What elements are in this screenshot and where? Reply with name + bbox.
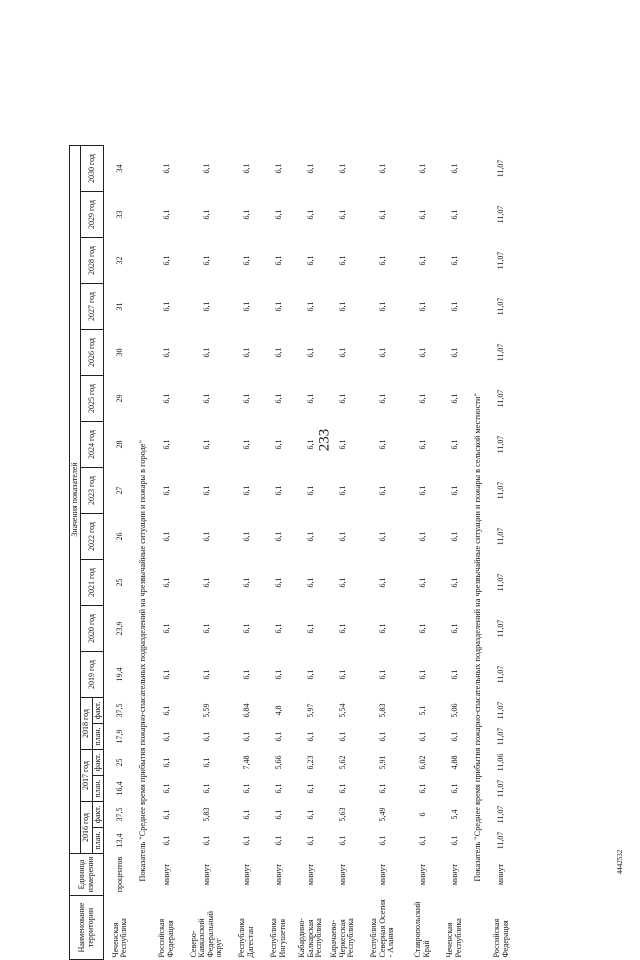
value-cell: 6,1 (449, 731, 459, 742)
table-row (327, 146, 359, 960)
value-cell: 26 (114, 532, 124, 541)
header-year: 2019 год (81, 652, 104, 698)
table-row (231, 146, 263, 960)
value-cell: 32 (114, 256, 124, 265)
header-year: 2023 год (81, 468, 104, 514)
value-cell: 6,1 (241, 531, 251, 542)
value-cell: 6,1 (377, 485, 387, 496)
value-cell: 5,83 (201, 807, 211, 822)
value-cell: 6,1 (377, 209, 387, 220)
value-cell: 6,1 (273, 485, 283, 496)
value-cell: 6,1 (377, 439, 387, 450)
value-cell: 6,1 (449, 255, 459, 266)
table-body (104, 146, 518, 960)
table-row (407, 146, 439, 960)
value-cell: 6,1 (417, 347, 427, 358)
value-cell: 11,07 (496, 343, 506, 362)
value-cell: 6,1 (161, 393, 171, 404)
value-cell: 6,1 (201, 393, 211, 404)
value-cell: 11,07 (496, 251, 506, 270)
value-cell: 25 (114, 758, 124, 767)
value-cell: 6,1 (273, 393, 283, 404)
value-cell: 11,06 (496, 753, 506, 772)
value-cell: 6,1 (417, 835, 427, 846)
value-cell: 4,88 (449, 755, 459, 770)
indicator-title: Показатель "Среднее время прибытия пожарно-спасательных подразделений на чрезвычайные ситуации и пожары в городе" (138, 440, 148, 882)
value-cell: 6,1 (241, 393, 251, 404)
value-cell: 6,1 (337, 485, 347, 496)
value-cell: 6,1 (161, 731, 171, 742)
value-cell: 6,1 (241, 255, 251, 266)
territory-name: Республика Ингушетия (269, 918, 287, 958)
value-cell: 6,1 (201, 531, 211, 542)
value-cell: 6,1 (273, 531, 283, 542)
header-year-2018: 2018 год (81, 698, 92, 750)
territory-name: Кабардино-Балкарская Республика (297, 917, 324, 958)
value-cell: 6,1 (201, 835, 211, 846)
value-cell: 6,1 (273, 577, 283, 588)
header-year: 2022 год (81, 514, 104, 560)
value-cell: 6,1 (337, 577, 347, 588)
value-cell: 5,83 (377, 703, 387, 718)
value-cell: 6,1 (377, 531, 387, 542)
table-row (183, 146, 231, 960)
value-cell: 6,1 (337, 623, 347, 634)
value-cell: 6,1 (337, 347, 347, 358)
header-year: 2028 год (81, 238, 104, 284)
value-cell: 6,1 (241, 783, 251, 794)
value-cell: 6,1 (241, 623, 251, 634)
value-cell: 6,1 (241, 669, 251, 680)
value-cell: 6,1 (337, 209, 347, 220)
value-cell: 6,1 (241, 485, 251, 496)
value-cell: 6,1 (273, 209, 283, 220)
value-cell: 6,1 (449, 439, 459, 450)
value-cell: 6,1 (377, 783, 387, 794)
page-number: 233 (316, 428, 333, 452)
value-cell: 6,1 (161, 577, 171, 588)
value-cell: 6,1 (417, 209, 427, 220)
table-row (439, 146, 471, 960)
indicator-row (136, 146, 151, 960)
value-cell: 13,4 (114, 833, 124, 848)
value-cell: 25 (114, 578, 124, 587)
value-cell: 6,1 (201, 783, 211, 794)
value-cell: 6,1 (161, 531, 171, 542)
value-cell: 6,1 (337, 439, 347, 450)
value-cell: 6,1 (273, 347, 283, 358)
value-cell: 6,1 (305, 783, 315, 794)
value-cell: 6,1 (161, 347, 171, 358)
value-cell: 6,1 (241, 301, 251, 312)
value-cell: 6,1 (305, 835, 315, 846)
header-year: 2026 год (81, 330, 104, 376)
value-cell: 6,1 (273, 301, 283, 312)
value-cell: 16,4 (114, 781, 124, 796)
value-cell: 33 (114, 210, 124, 219)
table-row (486, 146, 518, 960)
value-cell: 6 (417, 812, 427, 817)
value-cell: 6,1 (273, 809, 283, 820)
document-id: 4442532 (616, 849, 624, 875)
value-cell: 6,1 (377, 577, 387, 588)
value-cell: 6,1 (337, 531, 347, 542)
indicator-row (471, 146, 486, 960)
value-cell: 11,07 (496, 297, 506, 316)
value-cell: 11,07 (496, 527, 506, 546)
value-cell: 6,1 (449, 347, 459, 358)
indicator-title: Показатель "Среднее время прибытия пожарно-спасательных подразделений на чрезвычайные ситуации и пожары в сельской местности" (472, 393, 482, 882)
value-cell: 6,1 (273, 439, 283, 450)
unit-cell: минут (241, 863, 251, 886)
territory-name: Чеченская Республика (445, 918, 463, 958)
value-cell: 11,07 (496, 619, 506, 638)
value-cell: 11,07 (496, 831, 506, 850)
header-plan: план. (92, 828, 103, 854)
value-cell: 7,48 (241, 755, 251, 770)
unit-cell: минут (273, 863, 283, 886)
value-cell: 6,1 (305, 347, 315, 358)
rotated-table-wrapper (69, 150, 555, 960)
value-cell: 6,1 (273, 731, 283, 742)
header-plan: план. (92, 776, 103, 802)
value-cell: 5,59 (201, 703, 211, 718)
value-cell: 6,1 (201, 209, 211, 220)
value-cell: 6,1 (201, 623, 211, 634)
header-year: 2027 год (81, 284, 104, 330)
value-cell: 5,91 (377, 755, 387, 770)
value-cell: 6,1 (337, 669, 347, 680)
value-cell: 6,1 (161, 255, 171, 266)
value-cell: 6,1 (201, 577, 211, 588)
header-year: 2025 год (81, 376, 104, 422)
territory-name: Российская Федерация (157, 918, 175, 958)
header-year-2016: 2016 год (81, 802, 92, 854)
value-cell: 6,1 (449, 301, 459, 312)
unit-cell: минут (161, 863, 171, 886)
value-cell: 6,1 (417, 577, 427, 588)
table-row (104, 146, 137, 960)
value-cell: 17,9 (114, 729, 124, 744)
value-cell: 6,1 (241, 209, 251, 220)
value-cell: 6,1 (449, 209, 459, 220)
value-cell: 6,1 (417, 731, 427, 742)
value-cell: 11,07 (496, 205, 506, 224)
header-values-group: Значения показателей (70, 146, 81, 854)
value-cell: 27 (114, 486, 124, 495)
value-cell: 6,1 (337, 255, 347, 266)
value-cell: 6,1 (449, 485, 459, 496)
value-cell: 6,1 (161, 783, 171, 794)
value-cell: 6,1 (449, 531, 459, 542)
table-row (359, 146, 407, 960)
value-cell: 11,07 (496, 389, 506, 408)
header-year: 2030 год (81, 146, 104, 192)
value-cell: 6,1 (377, 255, 387, 266)
header-fact: факт. (92, 802, 103, 828)
value-cell: 6,1 (161, 757, 171, 768)
value-cell: 6,1 (201, 757, 211, 768)
value-cell: 6,1 (337, 783, 347, 794)
value-cell: 5,4 (449, 809, 459, 820)
value-cell: 6,1 (305, 669, 315, 680)
unit-cell: минут (377, 863, 387, 886)
value-cell: 6,1 (337, 393, 347, 404)
value-cell: 5,49 (377, 807, 387, 822)
value-cell: 6,1 (241, 835, 251, 846)
value-cell: 11,07 (496, 779, 506, 798)
value-cell: 5,06 (449, 703, 459, 718)
value-cell: 6,1 (337, 163, 347, 174)
value-cell: 37,5 (114, 807, 124, 822)
value-cell: 6,84 (241, 703, 251, 718)
value-cell: 6,1 (201, 301, 211, 312)
value-cell: 6,1 (377, 731, 387, 742)
value-cell: 6,1 (449, 669, 459, 680)
value-cell: 28 (114, 440, 124, 449)
value-cell: 6,1 (417, 255, 427, 266)
value-cell: 6,1 (377, 347, 387, 358)
value-cell: 6,1 (449, 835, 459, 846)
value-cell: 37,5 (114, 703, 124, 718)
header-unit: Единица измерения (70, 854, 104, 896)
header-year: 2021 год (81, 560, 104, 606)
territory-name: Ставропольский Край (413, 901, 431, 958)
value-cell: 6,1 (161, 835, 171, 846)
value-cell: 6,1 (201, 255, 211, 266)
value-cell: 5,66 (273, 755, 283, 770)
value-cell: 6,1 (417, 439, 427, 450)
value-cell: 6,1 (417, 623, 427, 634)
value-cell: 6,1 (417, 531, 427, 542)
value-cell: 6,1 (241, 347, 251, 358)
value-cell: 11,07 (496, 727, 506, 746)
value-cell: 6,1 (305, 163, 315, 174)
value-cell: 6,1 (161, 439, 171, 450)
value-cell: 30 (114, 348, 124, 357)
value-cell: 6,1 (273, 255, 283, 266)
value-cell: 6,1 (377, 623, 387, 634)
value-cell: 6,1 (377, 301, 387, 312)
value-cell: 6,1 (337, 835, 347, 846)
value-cell: 6,1 (201, 669, 211, 680)
value-cell: 11,07 (496, 435, 506, 454)
value-cell: 23,9 (114, 621, 124, 636)
header-fact: факт. (92, 750, 103, 776)
value-cell: 6,1 (161, 163, 171, 174)
table-row (295, 146, 327, 960)
unit-cell: процентов (114, 856, 124, 893)
value-cell: 6,1 (201, 731, 211, 742)
value-cell: 6,1 (377, 835, 387, 846)
unit-cell: минут (305, 863, 315, 886)
value-cell: 11,07 (496, 701, 506, 720)
value-cell: 29 (114, 394, 124, 403)
value-cell: 6,1 (417, 163, 427, 174)
header-year: 2029 год (81, 192, 104, 238)
value-cell: 6,1 (305, 577, 315, 588)
unit-cell: минут (201, 863, 211, 886)
unit-cell: минут (449, 863, 459, 886)
territory-name: Республика Северная Осетия - Алания (369, 899, 396, 958)
value-cell: 6,1 (377, 393, 387, 404)
value-cell: 6,1 (417, 393, 427, 404)
value-cell: 6,1 (273, 163, 283, 174)
value-cell: 6,1 (449, 393, 459, 404)
territory-name: Северо-Кавказский Федеральный округ (189, 910, 224, 958)
value-cell: 19,4 (114, 667, 124, 682)
indicators-table (69, 145, 518, 960)
value-cell: 6,1 (241, 163, 251, 174)
value-cell: 6,1 (201, 163, 211, 174)
header-year-2017: 2017 год (81, 750, 92, 802)
value-cell: 6,1 (273, 835, 283, 846)
value-cell: 5,97 (305, 703, 315, 718)
value-cell: 11,07 (496, 481, 506, 500)
value-cell: 6,1 (449, 163, 459, 174)
value-cell: 5,54 (337, 703, 347, 718)
value-cell: 6,1 (337, 731, 347, 742)
value-cell: 6,1 (305, 255, 315, 266)
value-cell: 31 (114, 302, 124, 311)
value-cell: 6,1 (305, 623, 315, 634)
value-cell: 6,1 (305, 301, 315, 312)
value-cell: 6,1 (305, 209, 315, 220)
value-cell: 6,1 (241, 577, 251, 588)
value-cell: 6,1 (201, 439, 211, 450)
value-cell: 6,1 (273, 669, 283, 680)
value-cell: 6,1 (377, 163, 387, 174)
header-fact: факт. (92, 698, 103, 724)
territory-name: Республика Дагестан (237, 918, 255, 958)
value-cell: 6,1 (161, 485, 171, 496)
value-cell: 34 (114, 164, 124, 173)
table-row (263, 146, 295, 960)
value-cell: 6,1 (161, 209, 171, 220)
header-plan: план. (92, 724, 103, 750)
unit-cell: минут (337, 863, 347, 886)
value-cell: 6,1 (305, 393, 315, 404)
unit-cell: минут (496, 863, 506, 886)
value-cell: 6,1 (337, 301, 347, 312)
value-cell: 6,1 (241, 731, 251, 742)
value-cell: 6,1 (273, 783, 283, 794)
value-cell: 6,1 (161, 669, 171, 680)
value-cell: 6,02 (417, 755, 427, 770)
value-cell: 6,1 (201, 347, 211, 358)
table-row (151, 146, 183, 960)
territory-name: Карачаево-Черкесская Республика (329, 918, 356, 958)
value-cell: 6,1 (161, 623, 171, 634)
value-cell: 6,1 (449, 783, 459, 794)
value-cell: 11,07 (496, 159, 506, 178)
value-cell: 6,1 (305, 439, 315, 450)
value-cell: 6,1 (161, 705, 171, 716)
value-cell: 6,1 (241, 809, 251, 820)
value-cell: 4,8 (273, 705, 283, 716)
value-cell: 6,1 (305, 531, 315, 542)
territory-name: Российская Федерация (492, 918, 510, 958)
value-cell: 11,07 (496, 573, 506, 592)
value-cell: 6,1 (305, 809, 315, 820)
value-cell: 6,23 (305, 755, 315, 770)
value-cell: 6,1 (417, 783, 427, 794)
header-year: 2020 год (81, 606, 104, 652)
value-cell: 6,1 (241, 439, 251, 450)
value-cell: 6,1 (273, 623, 283, 634)
value-cell: 6,1 (305, 731, 315, 742)
value-cell: 5,63 (337, 807, 347, 822)
header-year: 2024 год (81, 422, 104, 468)
value-cell: 6,1 (201, 485, 211, 496)
value-cell: 6,1 (161, 301, 171, 312)
value-cell: 11,07 (496, 805, 506, 824)
value-cell: 5,1 (417, 705, 427, 716)
value-cell: 5,62 (337, 755, 347, 770)
value-cell: 11,07 (496, 665, 506, 684)
value-cell: 6,1 (449, 623, 459, 634)
unit-cell: минут (417, 863, 427, 886)
value-cell: 6,1 (417, 485, 427, 496)
value-cell: 6,1 (305, 485, 315, 496)
value-cell: 6,1 (449, 577, 459, 588)
value-cell: 6,1 (377, 669, 387, 680)
value-cell: 6,1 (417, 669, 427, 680)
header-territory: Наименование территории (70, 896, 104, 960)
value-cell: 6,1 (417, 301, 427, 312)
territory-name: Чеченская Республика (110, 918, 129, 958)
value-cell: 6,1 (161, 809, 171, 820)
